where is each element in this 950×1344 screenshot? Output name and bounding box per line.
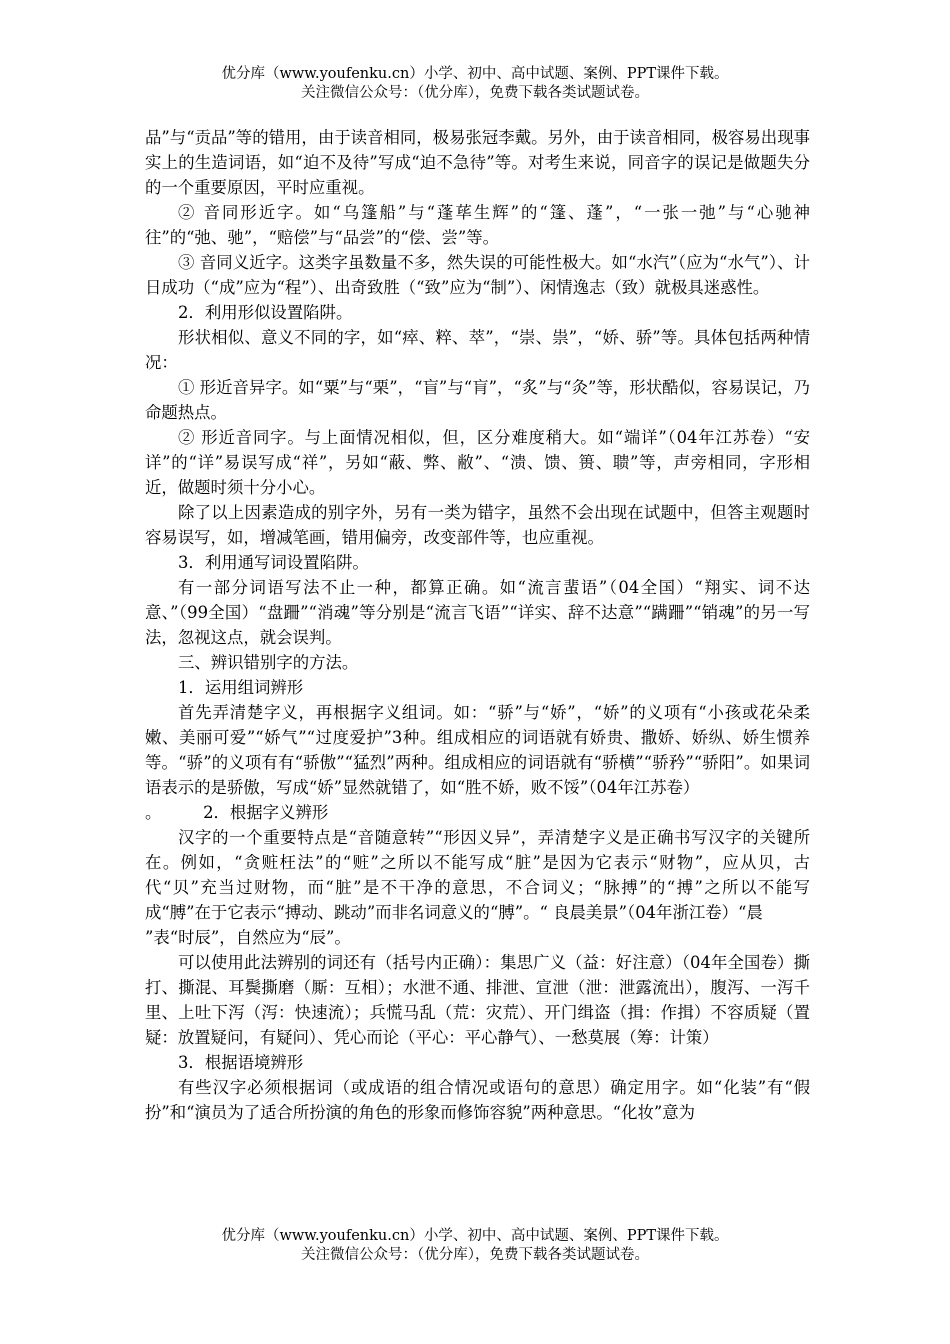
header-line-2: 关注微信公众号：（优分库），免费下载各类试题试卷。 <box>301 85 649 101</box>
section-heading: 3．根据语境辨形 <box>178 1053 304 1072</box>
paragraph: 除了以上因素造成的别字外，另有一类为错字，虽然不会出现在试题中，但答主观题时容易误写，如，增减笔画，错用偏旁，改变部件等，也应重视。 <box>145 503 810 547</box>
paragraph: ② 形近音同字。与上面情况相似，但，区分难度稍大。如“端详”（04年江苏卷）“安详”的“详”易误写成“祥”，另如“蔽、弊、敝”、“溃、馈、篑、聩”等，声旁相同，字形相近，做题时须十分小心。 <box>145 428 810 497</box>
document-body <box>145 125 810 1125</box>
paragraph-continued: ”表“时辰”，自然应为“辰”。 <box>145 928 351 947</box>
paragraph: 有一部分词语写法不止一种，都算正确。如“流言蜚语”（04全国）“翔实、词不达意、”（99全国）“盘跚”“消魂”等分别是“流言飞语”“详实、辞不达意”“蹒跚”“销魂”的另一写法，忽视这点，就会误判。 <box>145 578 810 647</box>
section-heading: 3．利用通写词设置陷阱。 <box>178 553 369 572</box>
paragraph: 汉字的一个重要特点是“音随意转”“形因义异”，弄清楚字义是正确书写汉字的关键所在。例如，“贪赃枉法”的“赃”之所以不能写成“脏”是因为它表示“财物”，应从贝，古代“贝”充当过财物，而“脏”是不干净的意思，不合词义；“脉搏”的“搏”之所以不能写成“膊”在于它表示“搏动、跳动”而非名词意义的“膊”。“ 良晨美景”（04年浙江卷）“晨 <box>145 828 810 922</box>
paragraph: ② 音同形近字。如“乌篷船”与“蓬荜生辉”的“篷、蓬”，“一张一弛”与“心驰神往”的“弛、驰”，“赔偿”与“品尝”的“偿、尝”等。 <box>145 203 810 247</box>
footer-line-2: 关注微信公众号：（优分库），免费下载各类试题试卷。 <box>301 1247 649 1263</box>
section-heading: 2．利用形似设置陷阱。 <box>178 303 353 322</box>
footer-line-1: 优分库（www.youfenku.cn）小学、初中、高中试题、案例、PPT课件下载。 <box>221 1228 729 1244</box>
paragraph: 首先弄清楚字义，再根据字义组词。如：“骄”与“娇”，“娇”的义项有“小孩或花朵柔嫩、美丽可爱”“娇气”“过度爱护”3种。组成相应的词语就有娇贵、撒娇、娇纵、娇生惯养等。“骄”的义项有有“骄傲”“猛烈”两种。组成相应的词语就有“骄横”“骄矜”“骄阳”。如果词语表示的是骄傲，写成“娇”显然就错了，如“胜不娇，败不馁”（04年江苏卷） <box>145 703 810 797</box>
paragraph: ① 形近音异字。如“粟”与“栗”，“盲”与“肓”，“炙”与“灸”等，形状酷似，容易误记，乃命题热点。 <box>145 378 810 422</box>
paragraph: 有些汉字必须根据词（或成语的组合情况或语句的意思）确定用字。如“化装”有“假扮”和“演员为了适合所扮演的角色的形象而修饰容貌”两种意思。“化妆”意为 <box>145 1078 810 1122</box>
page-header <box>0 65 950 103</box>
paragraph: 形状相似、意义不同的字，如“瘁、粹、萃”，“崇、祟”，“娇、骄”等。具体包括两种情况： <box>145 328 810 372</box>
paragraph: 可以使用此法辨别的词还有（括号内正确）：集思广义（益：好注意）（04年全国卷）撕打、撕混、耳鬓撕磨（厮：互相）；水泄不通、排泄、宣泄（泄：泄露流出），腹泻、一泻千里、上吐下泻（泻：快速流）；兵慌马乱（荒：灾荒）、开门缉盗（揖：作揖）不容质疑（置疑：放置疑问，有疑问）、凭心而论（平心：平心静气）、一愁莫展（筹：计策） <box>145 953 810 1047</box>
paragraph-continued: 品”与“贡品”等的错用，由于读音相同，极易张冠李戴。另外，由于读音相同，极容易出现事实上的生造词语，如“迫不及待”写成“迫不急待”等。对考生来说，同音字的误记是做题失分的一个重要原因，平时应重视。 <box>145 128 810 197</box>
section-heading: 1．运用组词辨形 <box>178 678 304 697</box>
page-footer <box>0 1227 950 1265</box>
paragraph: ③ 音同义近字。这类字虽数量不多，然失误的可能性极大。如“水汽”（应为“水气”）、计日成功（“成”应为“程”）、出奇致胜（“致”应为“制”）、闲情逸志（致）就极具迷惑性。 <box>145 253 810 297</box>
section-heading: 。 2．根据字义辨形 <box>145 803 329 822</box>
header-line-1: 优分库（www.youfenku.cn）小学、初中、高中试题、案例、PPT课件下载。 <box>221 66 729 82</box>
section-heading: 三、辨识错别字的方法。 <box>178 653 359 672</box>
